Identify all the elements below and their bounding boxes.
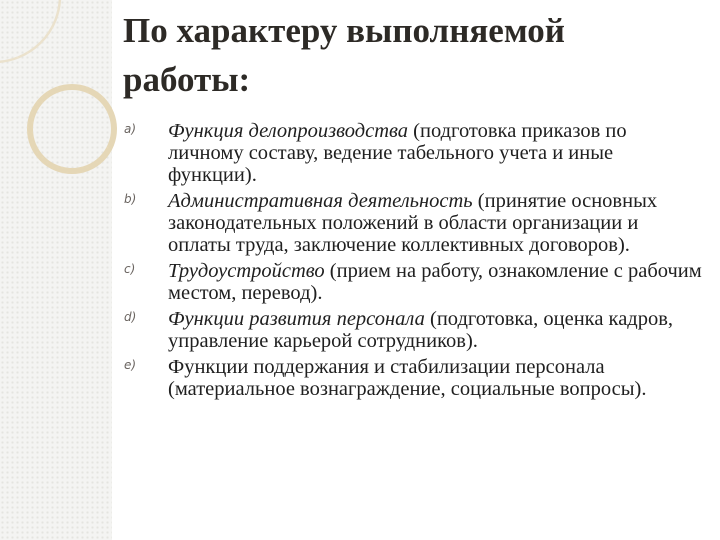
- list-item-text: [168, 190, 704, 256]
- list-item: [124, 308, 704, 352]
- list-marker: a): [124, 122, 137, 136]
- item-description: (принятие основных законодательных положений в области организации и оплаты труда, заключение коллективных договоров).: [168, 190, 658, 256]
- item-term: Трудоустройство: [168, 260, 325, 282]
- function-list: [124, 120, 704, 404]
- list-item-text: [168, 260, 704, 304]
- list-item-text: [168, 120, 704, 186]
- list-item: [124, 356, 704, 400]
- list-marker: e): [124, 358, 137, 372]
- list-marker: b): [124, 192, 137, 206]
- item-term: Административная деятельность: [168, 190, 473, 212]
- list-marker: c): [124, 262, 136, 276]
- list-marker: d): [124, 310, 137, 324]
- decorative-circles: [0, 0, 140, 200]
- list-item: [124, 120, 704, 186]
- item-description: Функции поддержания и стабилизации персонала (материальное вознаграждение, социальные вопросы).: [168, 356, 647, 400]
- item-term: Функция делопроизводства: [168, 120, 409, 142]
- item-term: Функции развития персонала: [168, 308, 425, 330]
- item-description: (подготовка, оценка кадров, управление карьерой сотрудников).: [168, 308, 674, 352]
- list-item: [124, 260, 704, 304]
- list-item: [124, 190, 704, 256]
- list-item-text: [168, 308, 704, 352]
- slide-title: По характеру выполняемой работы:: [123, 11, 565, 99]
- list-item-text: [168, 356, 704, 400]
- top-ring: [0, 0, 60, 62]
- item-description: (прием на работу, ознакомление с рабочим местом, перевод).: [168, 260, 702, 304]
- center-ring: [30, 87, 114, 171]
- item-description: (подготовка приказов по личному составу, ведение табельного учета и иные функции).: [168, 120, 627, 186]
